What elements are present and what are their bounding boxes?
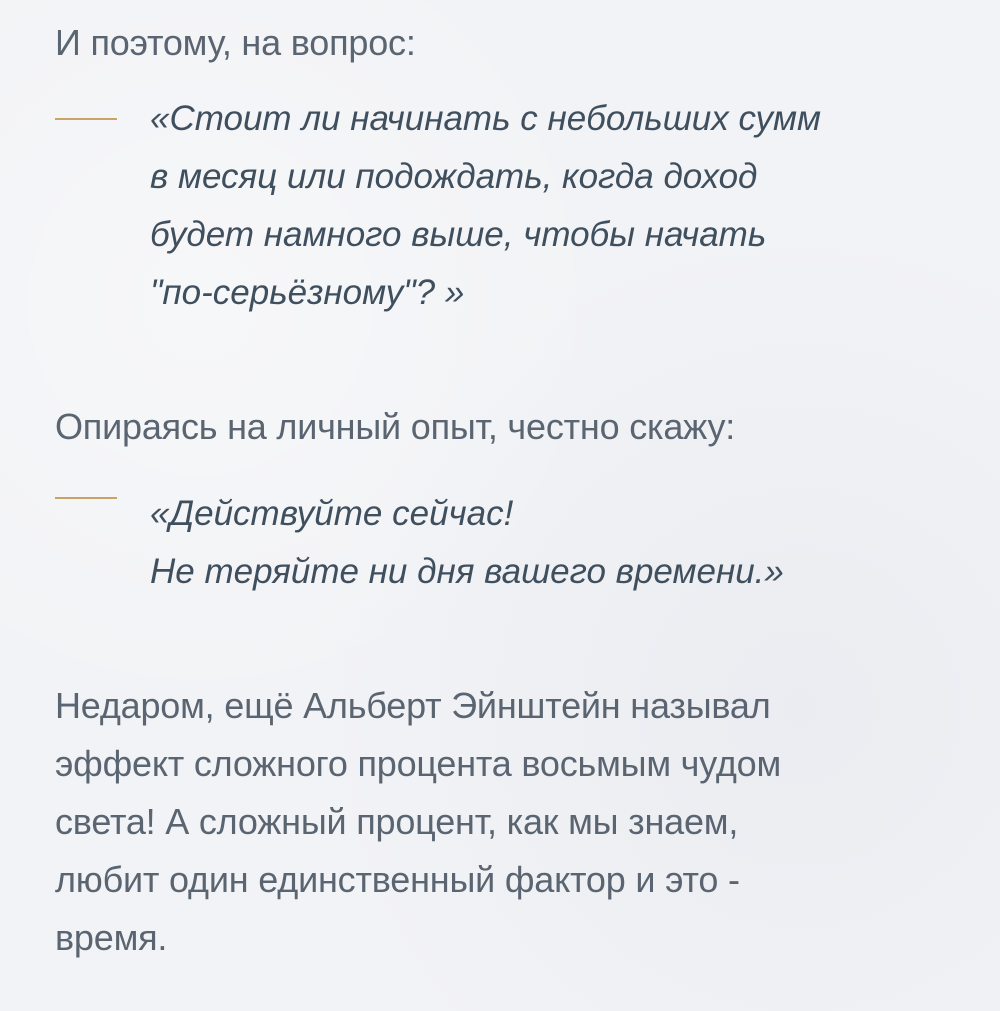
- quote-block-advice: [55, 485, 955, 605]
- quote-line: "по-серьёзному"? »: [150, 273, 465, 312]
- quote-question-text: [150, 90, 821, 322]
- quote-block-question: [55, 90, 955, 330]
- quote-line: Не теряйте ни дня вашего времени.»: [150, 552, 784, 591]
- einstein-paragraph: [55, 677, 935, 967]
- quote-line: «Действуйте сейчас!: [150, 494, 514, 533]
- paragraph-line: время.: [55, 917, 168, 958]
- quote-dash-accent: [55, 118, 117, 120]
- quote-line: «Стоит ли начинать с небольших сумм: [150, 99, 822, 138]
- paragraph-line: света! А сложный процент, как мы знаем,: [55, 801, 739, 842]
- quote-line: будет намного выше, чтобы начать: [150, 215, 767, 254]
- paragraph-line: любит один единственный фактор и это -: [55, 859, 740, 900]
- intro-paragraph: И поэтому, на вопрос:: [55, 22, 416, 63]
- quote-advice-text: [150, 485, 784, 601]
- paragraph-line: эффект сложного процента восьмым чудом: [55, 743, 782, 784]
- paragraph-line: Недаром, ещё Альберт Эйнштейн называл: [55, 685, 771, 726]
- quote-dash-accent: [55, 497, 117, 499]
- experience-paragraph: Опираясь на личный опыт, честно скажу:: [55, 406, 736, 447]
- quote-line: в месяц или подождать, когда доход: [150, 157, 758, 196]
